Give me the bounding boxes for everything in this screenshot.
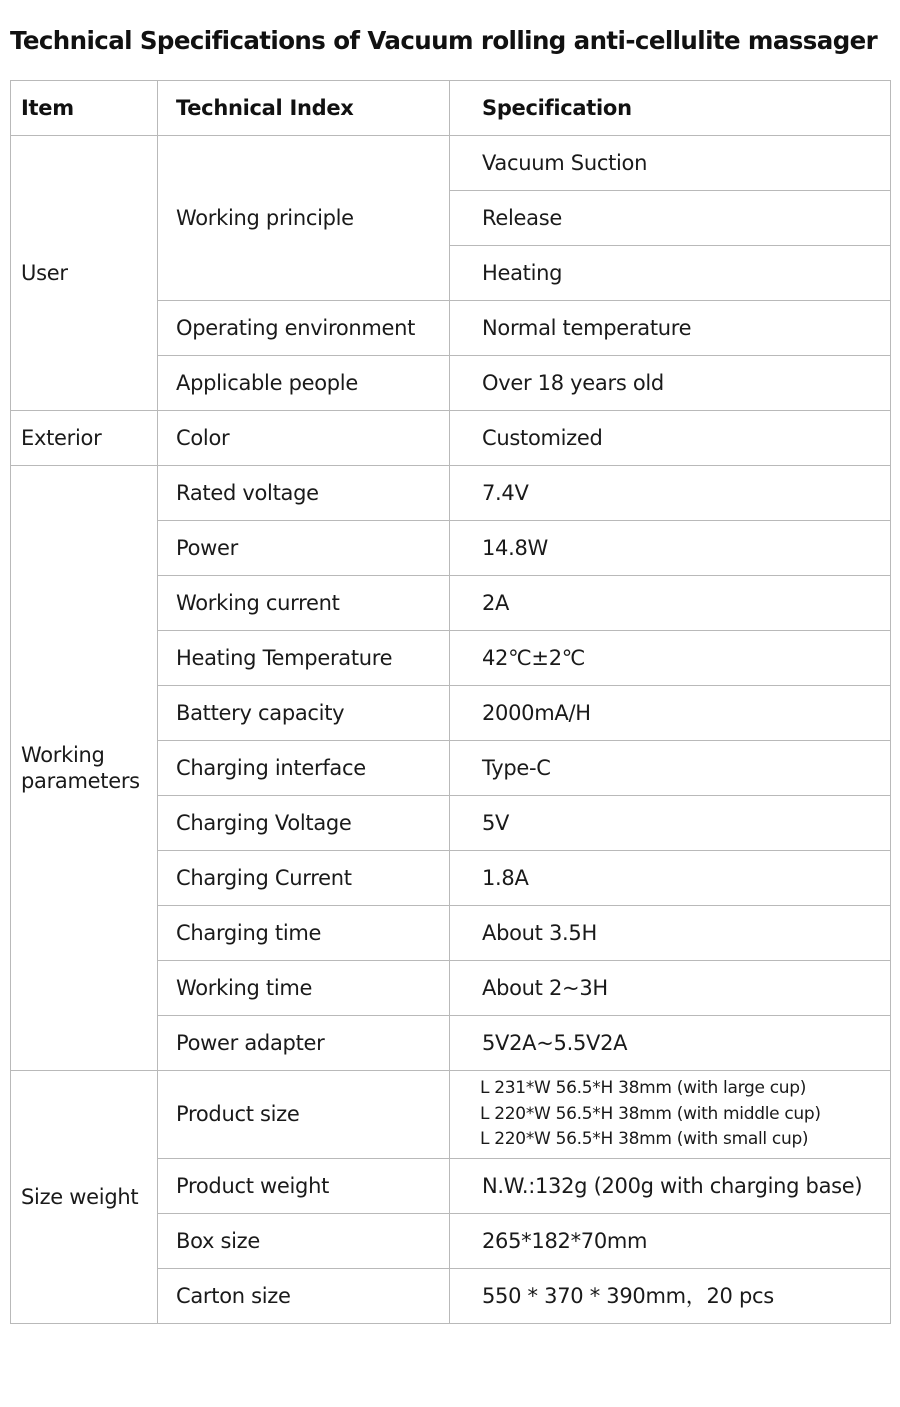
spec-charging-interface: Type-C [450, 741, 891, 796]
index-charging-voltage: Charging Voltage [158, 796, 450, 851]
index-operating-environment: Operating environment [158, 301, 450, 356]
spec-operating-environment: Normal temperature [450, 301, 891, 356]
group-user: User [11, 136, 158, 411]
spec-working-time: About 2~3H [450, 961, 891, 1016]
spec-rated-voltage: 7.4V [450, 466, 891, 521]
spec-applicable-people: Over 18 years old [450, 356, 891, 411]
spec-carton-size: 550 * 370 * 390mm，20 pcs [450, 1269, 891, 1324]
header-technical-index: Technical Index [158, 81, 450, 136]
index-color: Color [158, 411, 450, 466]
spec-product-size-small: L 220*W 56.5*H 38mm (with small cup) [480, 1129, 809, 1150]
index-heating-temperature: Heating Temperature [158, 631, 450, 686]
spec-charging-voltage: 5V [450, 796, 891, 851]
index-working-time: Working time [158, 961, 450, 1016]
page-title: Technical Specifications of Vacuum rolling anti-cellulite massager [10, 26, 878, 55]
spec-product-weight: N.W.:132g (200g with charging base) [450, 1159, 891, 1214]
spec-table [10, 80, 891, 1324]
spec-release: Release [450, 191, 891, 246]
table-header-row [11, 81, 891, 136]
table-row [11, 411, 891, 466]
table-row [11, 466, 891, 521]
index-rated-voltage: Rated voltage [158, 466, 450, 521]
spec-heating-temperature: 42℃±2℃ [450, 631, 891, 686]
table-row [11, 1071, 891, 1159]
spec-battery-capacity: 2000mA/H [450, 686, 891, 741]
index-box-size: Box size [158, 1214, 450, 1269]
index-applicable-people: Applicable people [158, 356, 450, 411]
spec-power-adapter: 5V2A~5.5V2A [450, 1016, 891, 1071]
spec-power: 14.8W [450, 521, 891, 576]
index-charging-current: Charging Current [158, 851, 450, 906]
spec-product-size-large: L 231*W 56.5*H 38mm (with large cup) [480, 1078, 807, 1099]
spec-color: Customized [450, 411, 891, 466]
spec-product-size [450, 1071, 891, 1159]
index-power: Power [158, 521, 450, 576]
spec-working-current: 2A [450, 576, 891, 631]
spec-charging-time: About 3.5H [450, 906, 891, 961]
index-working-current: Working current [158, 576, 450, 631]
spec-vacuum-suction: Vacuum Suction [450, 136, 891, 191]
index-charging-interface: Charging interface [158, 741, 450, 796]
header-specification: Specification [450, 81, 891, 136]
index-product-weight: Product weight [158, 1159, 450, 1214]
spec-charging-current: 1.8A [450, 851, 891, 906]
index-working-principle: Working principle [158, 136, 450, 301]
index-carton-size: Carton size [158, 1269, 450, 1324]
group-working-parameters: Working parameters [11, 466, 158, 1071]
index-power-adapter: Power adapter [158, 1016, 450, 1071]
group-exterior: Exterior [11, 411, 158, 466]
spec-product-size-middle: L 220*W 56.5*H 38mm (with middle cup) [480, 1103, 821, 1124]
index-product-size: Product size [158, 1071, 450, 1159]
index-charging-time: Charging time [158, 906, 450, 961]
table-row [11, 136, 891, 191]
index-battery-capacity: Battery capacity [158, 686, 450, 741]
spec-heating: Heating [450, 246, 891, 301]
spec-box-size: 265*182*70mm [450, 1214, 891, 1269]
group-size-weight: Size weight [11, 1071, 158, 1324]
header-item: Item [11, 81, 158, 136]
